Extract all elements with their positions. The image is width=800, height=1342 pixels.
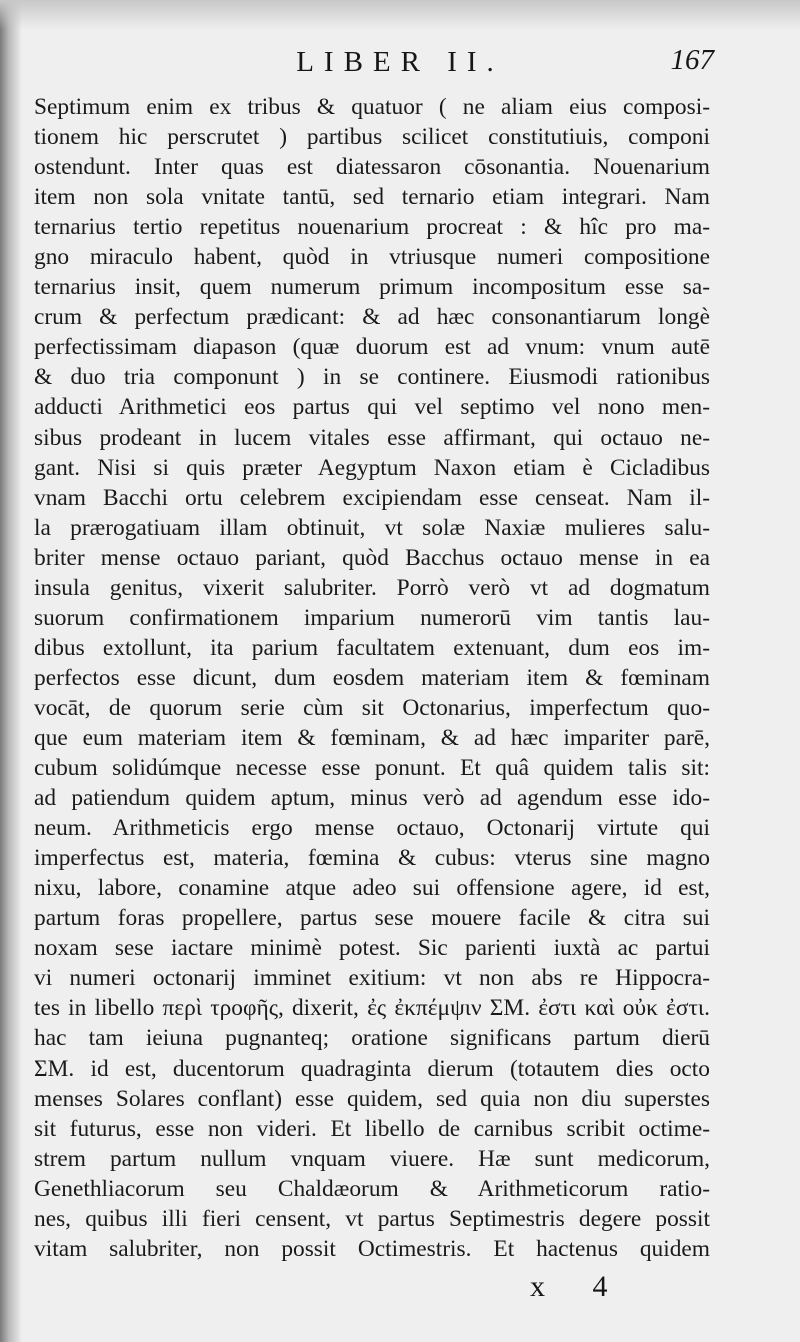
- text-line: crum & perfectum prædicant: & ad hæc consonantiarum longè: [34, 304, 710, 331]
- running-title: LIBER II.: [296, 46, 504, 78]
- text-line: ostendunt. Inter quas est diatessaron cōsonantia. Nouenarium: [34, 154, 710, 181]
- text-line: tionem hic perscrutet ) partibus scilicet constitutiuis, componi: [34, 124, 710, 151]
- text-line: ternarius insit, quem numerum primum incompositum esse sa-: [34, 274, 710, 301]
- text-line: Genethliacorum seu Chaldæorum & Arithmeticorum ratio-: [34, 1175, 710, 1202]
- text-line: la prærogatiuam illam obtinuit, vt solæ Naxiæ mulieres salu-: [34, 514, 710, 541]
- signature-mark: x 4: [530, 1270, 628, 1303]
- text-line: item non sola vnitate tantū, sed ternario etiam integrari. Nam: [34, 184, 710, 211]
- text-line: vitam salubriter, non possit Octimestris. Et hactenus quidem: [34, 1235, 710, 1262]
- text-line: imperfectus est, materia, fœmina & cubus: vterus sine magno: [34, 845, 710, 872]
- top-shadow: [0, 0, 800, 30]
- text-line: adducti Arithmetici eos partus qui vel septimo vel nono men-: [34, 394, 710, 421]
- text-line: perfectos esse dicunt, dum eosdem materiam item & fœminam: [34, 664, 710, 691]
- text-line: sit futurus, esse non videri. Et libello de carnibus scribit octime-: [34, 1115, 710, 1142]
- text-line: strem partum nullum vnquam viuere. Hæ sunt medicorum,: [34, 1145, 710, 1172]
- text-line: & duo tria componunt ) in se continere. Eiusmodi rationibus: [34, 364, 710, 391]
- page-number: 167: [670, 44, 714, 76]
- page-header: [0, 44, 800, 84]
- text-line: Septimum enim ex tribus & quatuor ( ne aliam eius composi-: [34, 94, 710, 120]
- text-line: partum foras propellere, partus sese mouere facile & citra sui: [34, 905, 710, 932]
- text-line: gno miraculo habent, quòd in vtriusque numeri compositione: [34, 244, 710, 271]
- text-line: noxam sese iactare minimè potest. Sic parienti iuxtà ac partui: [34, 935, 710, 962]
- text-line: perfectissimam diapason (quæ duorum est ad vnum: vnum autē: [34, 334, 710, 361]
- text-line: vi numeri octonarij imminet exitium: vt non abs re Hippocra-: [34, 965, 710, 992]
- text-line: vnam Bacchi ortu celebrem excipiendam esse censeat. Nam il-: [34, 484, 710, 511]
- text-line: ΣΜ. id est, ducentorum quadraginta dierum (totautem dies octo: [34, 1055, 710, 1082]
- text-line: tes in libello περὶ τροφῆς, dixerit, ἐς ἐκπέμψιν ΣΜ. ἐστι καὶ οὐκ ἐστι.: [34, 995, 710, 1022]
- text-line: insula genitus, vixerit salubriter. Porrò verò vt ad dogmatum: [34, 574, 710, 601]
- text-line: ternarius tertio repetitus nouenarium procreat : & hîc pro ma-: [34, 214, 710, 241]
- text-line: briter mense octauo pariant, quòd Bacchus octauo mense in ea: [34, 544, 710, 571]
- text-line: vocāt, de quorum serie cùm sit Octonarius, imperfectum quo-: [34, 694, 710, 721]
- text-line: menses Solares conflant) esse quidem, sed quia non diu superstes: [34, 1085, 710, 1112]
- spine-shadow: [0, 0, 22, 1342]
- text-line: nes, quibus illi fieri censent, vt partus Septimestris degere possit: [34, 1205, 710, 1232]
- body-text: [34, 92, 710, 1264]
- text-line: suorum confirmationem imparium numerorū vim tantis lau-: [34, 604, 710, 631]
- text-line: neum. Arithmeticis ergo mense octauo, Octonarij virtute qui: [34, 815, 710, 842]
- text-line: sibus prodeant in lucem vitales esse affirmant, qui octauo ne-: [34, 424, 710, 451]
- text-line: ad patiendum quidem aptum, minus verò ad agendum esse ido-: [34, 785, 710, 812]
- text-line: nixu, labore, conamine atque adeo sui offensione agere, id est,: [34, 875, 710, 902]
- text-line: cubum solidúmque necesse esse ponunt. Et quâ quidem talis sit:: [34, 755, 710, 782]
- text-line: gant. Nisi si quis præter Aegyptum Naxon etiam è Cicladibus: [34, 454, 710, 481]
- text-line: dibus extollunt, ita parium facultatem extenuant, dum eos im-: [34, 634, 710, 661]
- text-line: que eum materiam item & fœminam, & ad hæc impariter parē,: [34, 724, 710, 751]
- text-line: hac tam ieiuna pugnanteq; oratione significans partum dierū: [34, 1025, 710, 1052]
